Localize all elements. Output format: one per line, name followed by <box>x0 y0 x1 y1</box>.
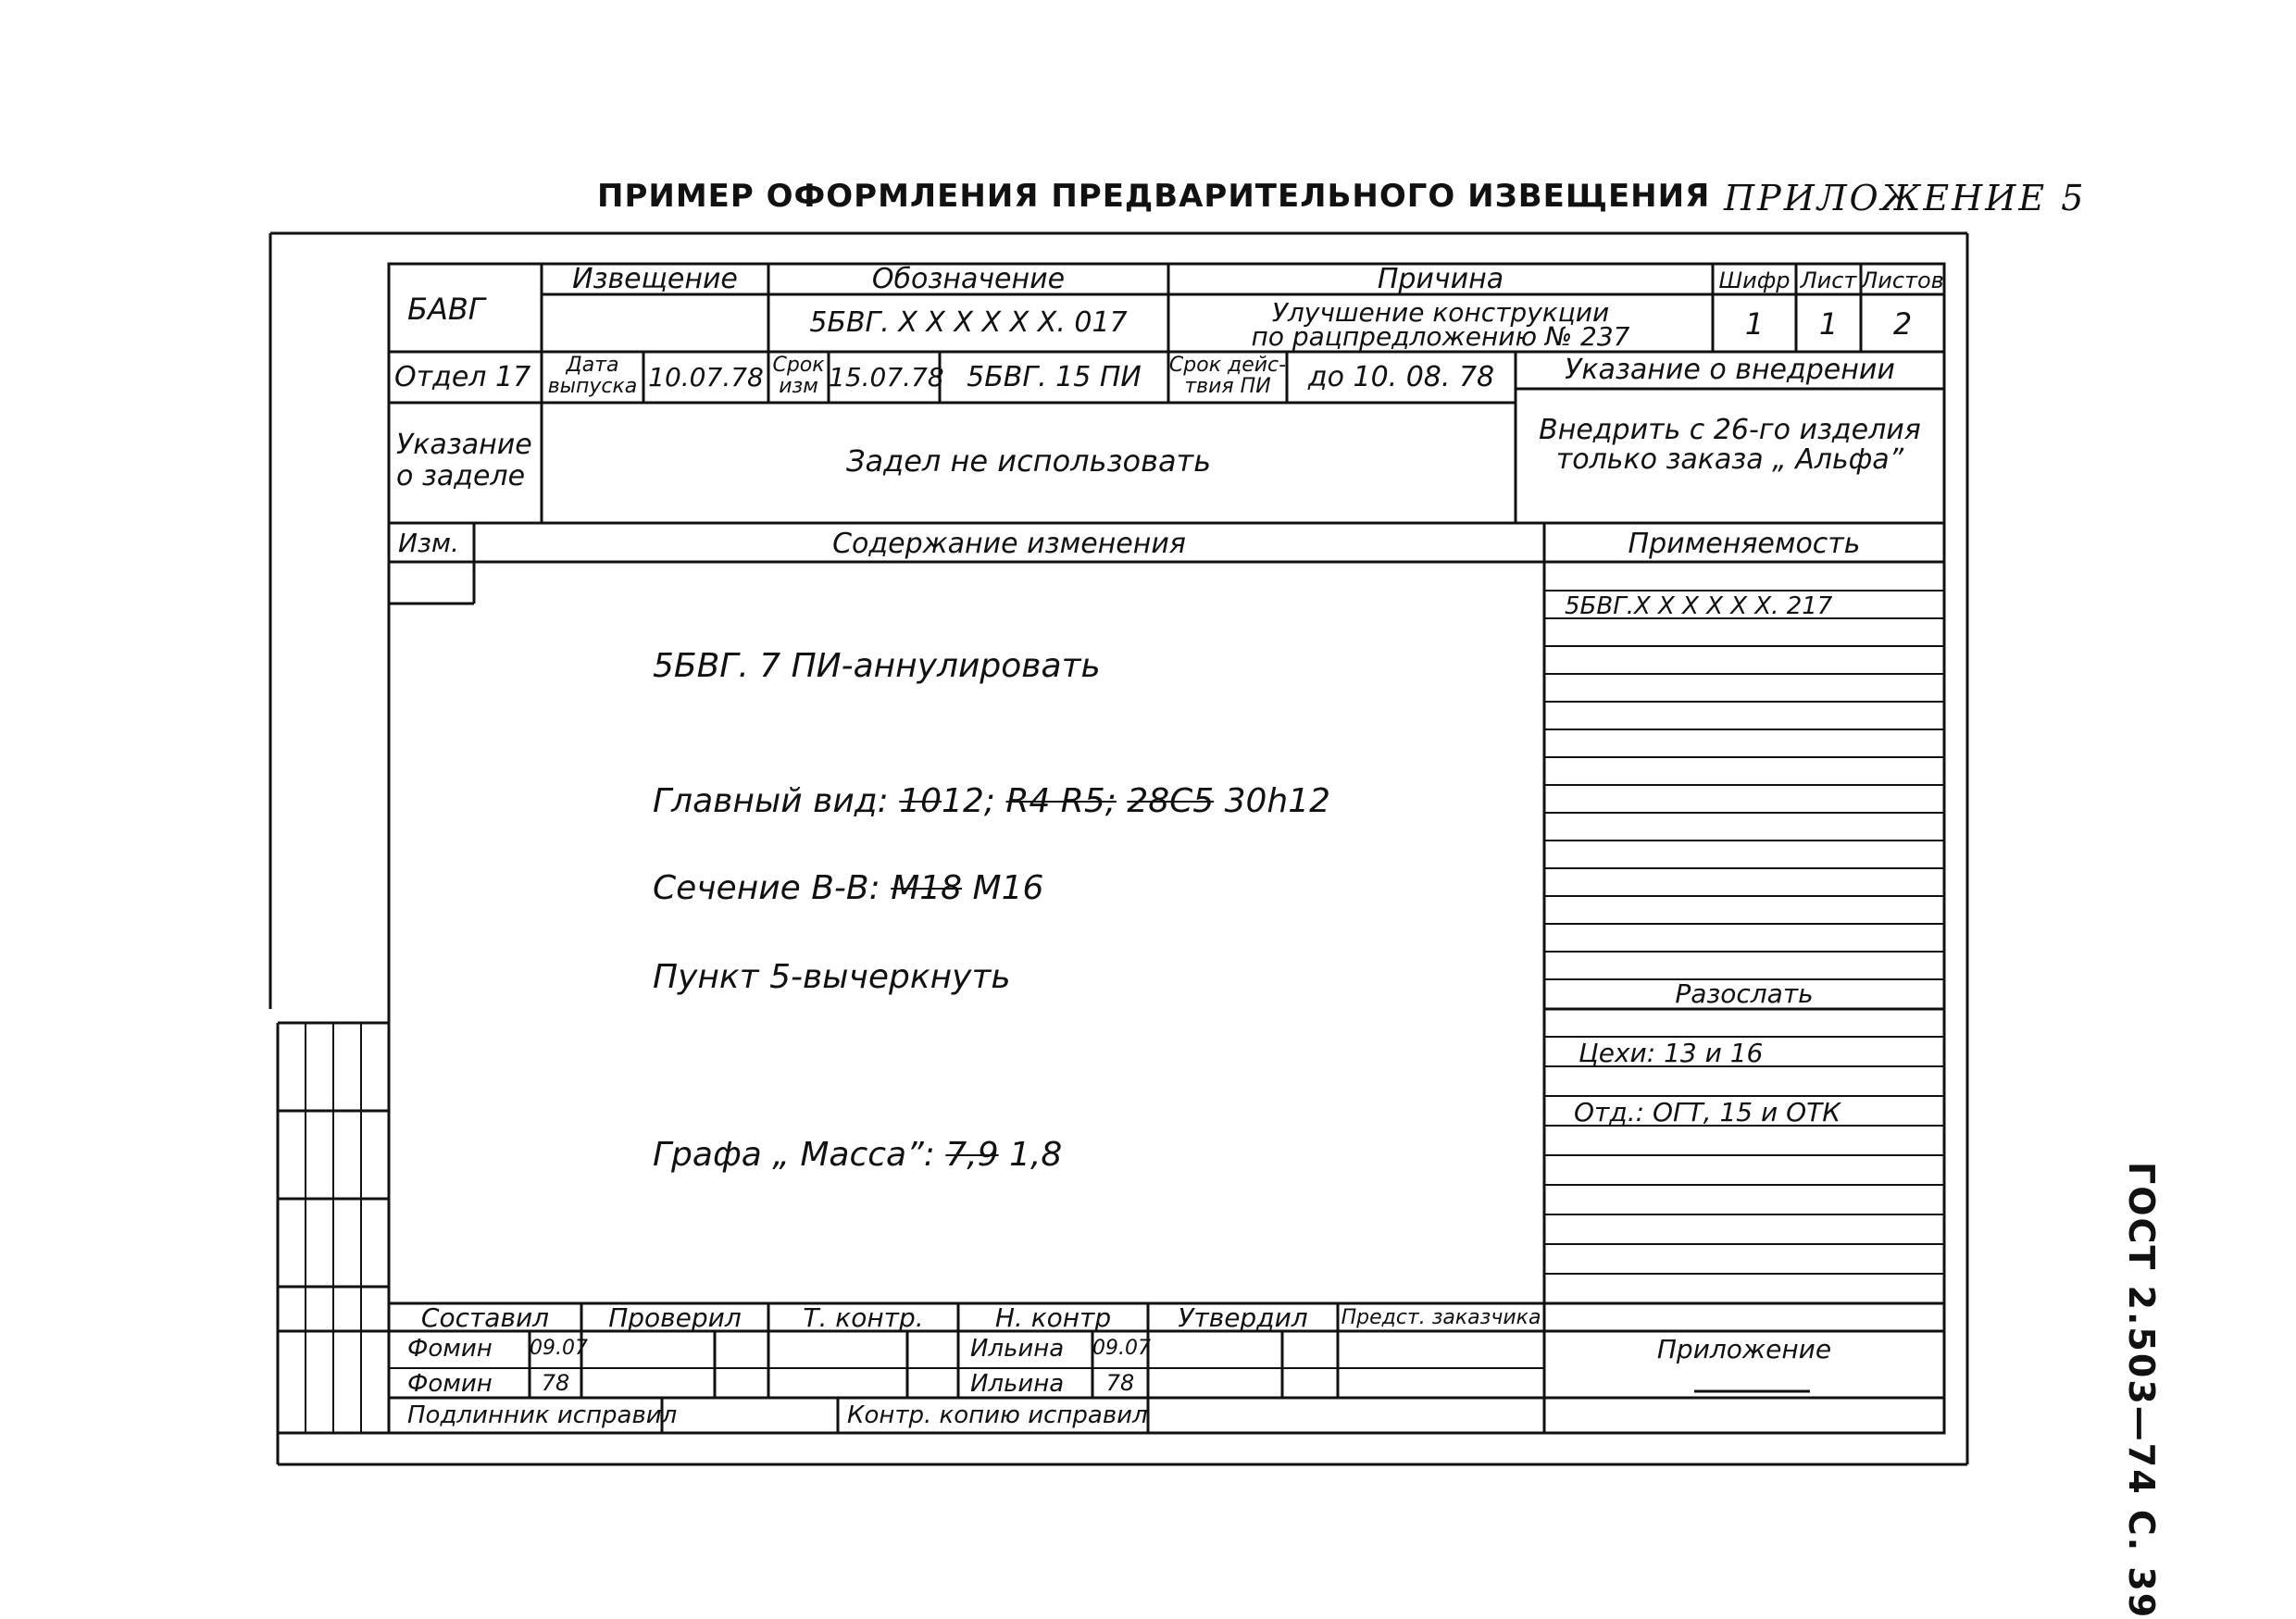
customer-label: Предст. заказчика <box>1341 1306 1541 1329</box>
standard-reference: ГОСТ 2.503—74 С. 39 <box>2121 1162 2162 1619</box>
notice-label: Извещение <box>572 263 738 295</box>
mass-new: 1,8 <box>1009 1136 1063 1174</box>
change-term: 15.07.78 <box>829 362 944 392</box>
sheets-label: Листов <box>1861 268 1944 293</box>
content-label: Содержание изменения <box>832 528 1186 560</box>
main-view-old-2: R4 R5; <box>1005 782 1117 820</box>
mass-prefix: Графа „ Масса”: <box>653 1136 935 1174</box>
reserve-label-line1: Указание <box>396 429 532 461</box>
mass-old: 7,9 <box>945 1136 999 1174</box>
appendix-label: ПРИЛОЖЕНИЕ 5 <box>1724 178 2087 218</box>
validity-label-line1: Срок дейс- <box>1168 354 1287 377</box>
applicability-value: 5БВГ.X X X X X X. 217 <box>1565 592 1833 620</box>
compiled-label: Составил <box>420 1302 550 1333</box>
change-number-label: Изм. <box>398 528 459 558</box>
compiled-name-2: Фомин <box>407 1370 493 1398</box>
norm-name-1: Ильина <box>970 1335 1065 1363</box>
code-value: 1 <box>1744 306 1765 342</box>
issue-date-label-line2: выпуска <box>547 375 638 398</box>
change-term-label-line2: изм <box>779 375 818 398</box>
validity-value: до 10. 08. 78 <box>1307 361 1495 393</box>
sheet-label: Лист <box>1800 268 1857 293</box>
document-title: ПРИМЕР ОФОРМЛЕНИЯ ПРЕДВАРИТЕЛЬНОГО ИЗВЕЩЕНИЯ <box>597 178 1711 215</box>
sheets-value: 2 <box>1892 306 1913 342</box>
main-view-new-1: 12; <box>942 782 995 820</box>
main-view-new-3: 30h12 <box>1224 782 1331 820</box>
implementation-label: Указание о внедрении <box>1565 354 1895 386</box>
distribute-label: Разослать <box>1675 978 1814 1009</box>
reserve-label-line2: о заделе <box>396 460 526 492</box>
sheet-value: 1 <box>1818 306 1839 342</box>
reason-value-line2: по рацпредложению № 237 <box>1251 321 1630 352</box>
section-old: М18 <box>891 869 963 907</box>
compiled-date-2: 78 <box>541 1370 570 1396</box>
validity-label-line2: твия ПИ <box>1184 375 1271 398</box>
norm-control-label: Н. контр <box>994 1302 1112 1333</box>
designation-value: 5БВГ. X X X X X X. 017 <box>809 306 1128 339</box>
pi-reference: 5БВГ. 15 ПИ <box>967 361 1142 393</box>
reserve-value: Задел не использовать <box>845 443 1212 479</box>
compiled-name-1: Фомин <box>407 1335 493 1363</box>
original-corrected-label: Подлинник исправил <box>407 1401 678 1429</box>
main-view-old-3: 28С5 <box>1127 782 1215 820</box>
distribute-workshops: Цехи: 13 и 16 <box>1578 1038 1764 1068</box>
content-line-annul: 5БВГ. 7 ПИ-аннулировать <box>653 647 1101 685</box>
section-new: М16 <box>972 869 1044 907</box>
implementation-value-line1: Внедрить с 26-го изделия <box>1539 414 1921 446</box>
content-line-item: Пункт 5-вычеркнуть <box>653 958 1011 996</box>
organization-code: БАВГ <box>407 292 485 327</box>
department: Отдел 17 <box>394 361 531 393</box>
applicability-label: Применяемость <box>1628 528 1861 560</box>
issue-date-label-line1: Дата <box>566 354 619 377</box>
tech-control-label: Т. контр. <box>803 1302 924 1333</box>
main-view-old-1: 10 <box>899 782 942 820</box>
change-term-label-line1: Срок <box>772 354 825 377</box>
copy-corrected-label: Контр. копию исправил <box>847 1401 1148 1429</box>
content-line-section <box>653 869 1044 907</box>
designation-label: Обозначение <box>871 263 1066 295</box>
reason-label: Причина <box>1377 263 1504 295</box>
implementation-value-line2: только заказа „ Альфа” <box>1555 443 1904 476</box>
compiled-date-1: 09.07 <box>530 1337 588 1360</box>
issue-date: 10.07.78 <box>648 362 764 392</box>
code-label: Шифр <box>1718 268 1791 293</box>
content-line-mass <box>653 1136 1063 1174</box>
section-prefix: Сечение В-В: <box>653 869 880 907</box>
norm-date-2: 78 <box>1105 1370 1135 1396</box>
attachment-label: Приложение <box>1656 1334 1832 1364</box>
reason-value-line1: Улучшение конструкции <box>1271 297 1610 328</box>
norm-name-2: Ильина <box>970 1370 1065 1398</box>
content-line-main-view <box>653 782 1331 820</box>
distribute-departments: Отд.: ОГТ, 15 и ОТК <box>1574 1097 1841 1127</box>
main-view-prefix: Главный вид: <box>653 782 889 820</box>
norm-date-1: 09.07 <box>1092 1337 1151 1360</box>
approved-label: Утвердил <box>1178 1302 1308 1333</box>
checked-label: Проверил <box>608 1302 742 1333</box>
